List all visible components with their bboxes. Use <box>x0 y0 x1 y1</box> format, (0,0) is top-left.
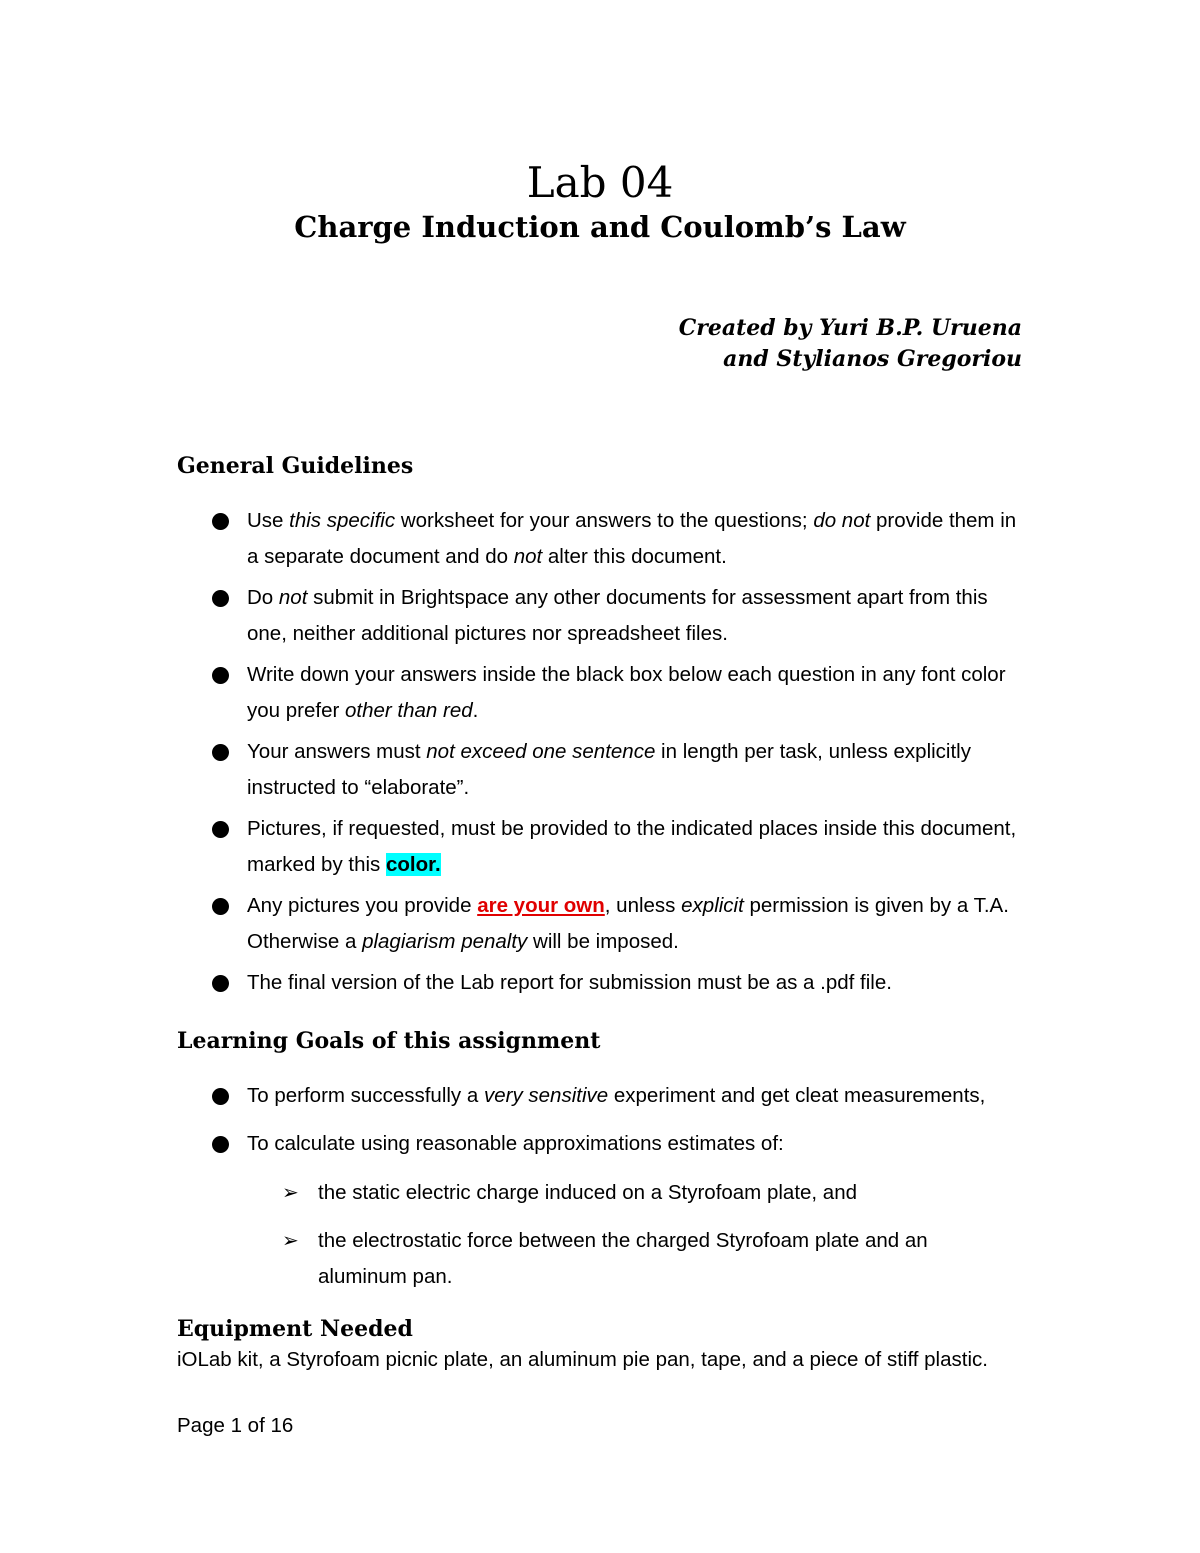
guideline-item: Write down your answers inside the black box below each question in any font color you prefer other than red. <box>212 657 1032 729</box>
author-line-2: and Stylianos Gregoriou <box>723 346 1022 372</box>
goal-item: To calculate using reasonable approximations estimates of: <box>212 1126 1032 1162</box>
page-title: Lab 04 <box>526 158 674 207</box>
estimates-sublist <box>282 1175 1022 1307</box>
sub-goal-item: ➢ the electrostatic force between the charged Styrofoam plate and an aluminum pan. <box>282 1223 1022 1295</box>
guideline-item: Pictures, if requested, must be provided to the indicated places inside this document, marked by this color. <box>212 811 1032 883</box>
learning-goals-list <box>212 1078 1032 1174</box>
author-line-1: Created by Yuri B.P. Uruena <box>678 315 1022 341</box>
sub-goal-item: ➢ the static electric charge induced on a Styrofoam plate, and <box>282 1175 1022 1211</box>
color-highlight-sample: color. <box>386 853 441 876</box>
bullet-icon <box>212 975 229 992</box>
guideline-item: Your answers must not exceed one sentence in length per task, unless explicitly instructed to “elaborate”. <box>212 734 1032 806</box>
bullet-icon <box>212 1088 229 1105</box>
guideline-item: Use this specific worksheet for your answers to the questions; do not provide them in a separate document and do not alter this document. <box>212 503 1032 575</box>
bullet-icon <box>212 821 229 838</box>
equipment-heading: Equipment Needed <box>177 1316 413 1342</box>
bullet-icon <box>212 513 229 530</box>
guideline-item: The final version of the Lab report for submission must be as a .pdf file. <box>212 965 1032 1001</box>
arrowhead-bullet-icon: ➢ <box>282 1230 299 1252</box>
bullet-icon <box>212 667 229 684</box>
general-guidelines-heading: General Guidelines <box>177 453 414 479</box>
bullet-icon <box>212 1136 229 1153</box>
guideline-item: Do not submit in Brightspace any other documents for assessment apart from this one, neither additional pictures nor spreadsheet files. <box>212 580 1032 652</box>
bullet-icon <box>212 744 229 761</box>
bullet-icon <box>212 590 229 607</box>
page-subtitle: Charge Induction and Coulomb’s Law <box>294 210 906 244</box>
page-number: Page 1 of 16 <box>177 1414 294 1437</box>
equipment-text: iOLab kit, a Styrofoam picnic plate, an aluminum pie pan, tape, and a piece of stiff plastic. <box>177 1348 988 1371</box>
guidelines-list <box>212 503 1032 1006</box>
learning-goals-heading: Learning Goals of this assignment <box>177 1028 601 1054</box>
guideline-item: Any pictures you provide are your own, unless explicit permission is given by a T.A. Otherwise a plagiarism penalty will be imposed. <box>212 888 1032 960</box>
bullet-icon <box>212 898 229 915</box>
emphasis-red-underlined: are your own <box>477 894 605 917</box>
goal-item: To perform successfully a very sensitive experiment and get cleat measurements, <box>212 1078 1032 1114</box>
arrowhead-bullet-icon: ➢ <box>282 1182 299 1204</box>
